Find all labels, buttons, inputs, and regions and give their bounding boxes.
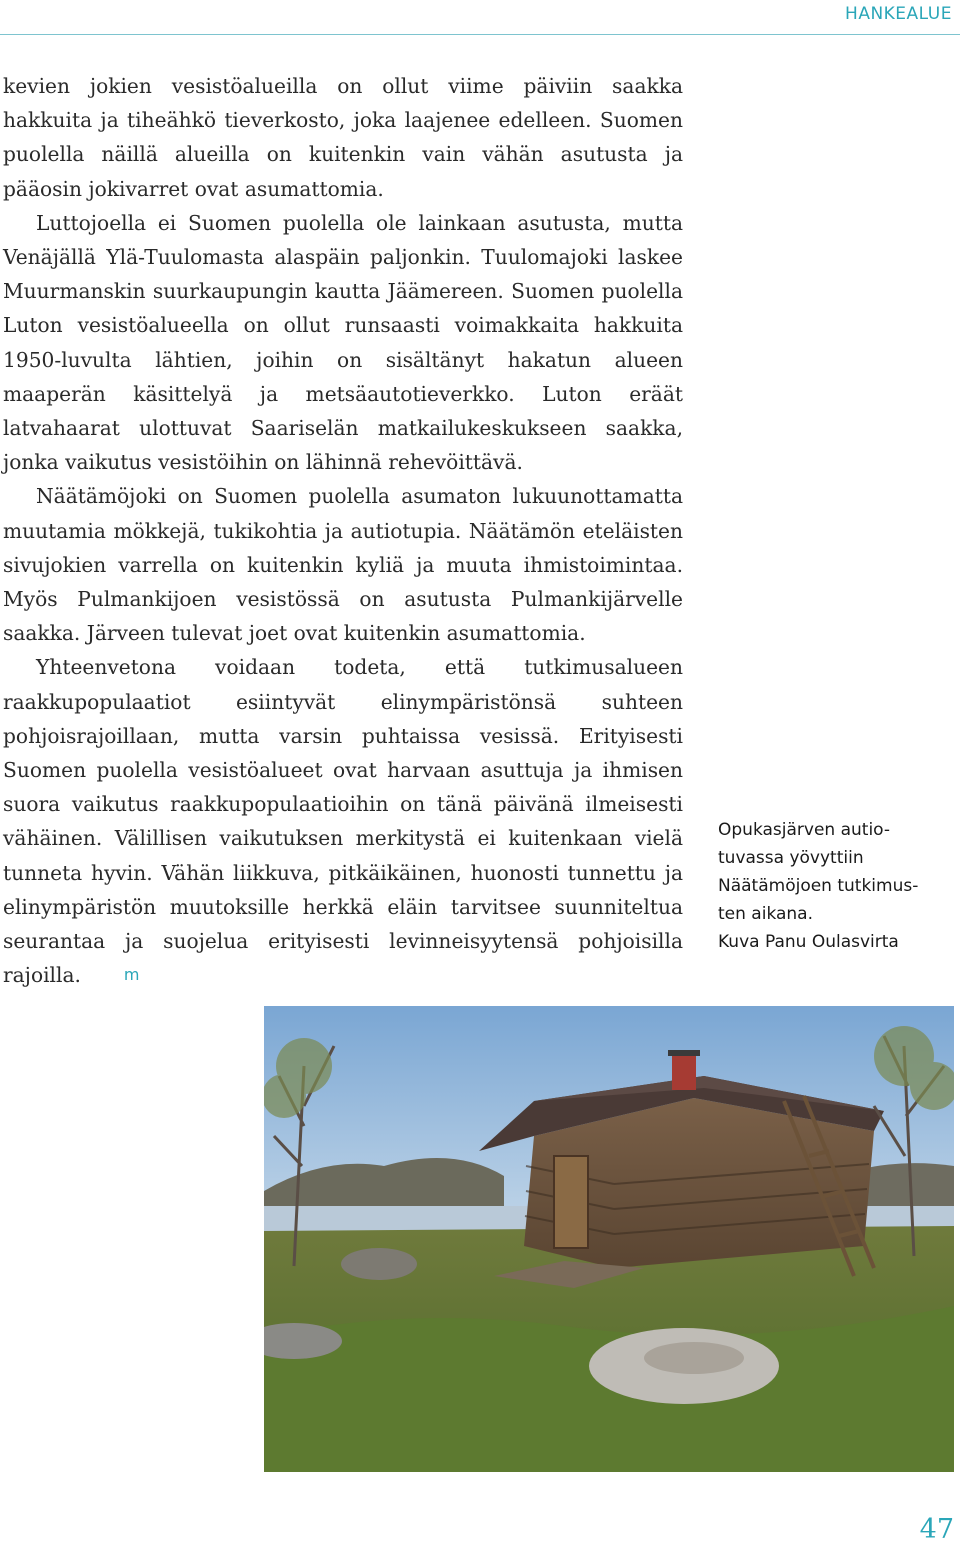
photo-illustration [264,1006,954,1472]
end-of-article-icon: m [123,965,140,985]
paragraph-text: Yhteenvetona voidaan todeta, että tutkimusalueen raakkupopulaatiot esiintyvät elinympäristönsä suhteen pohjoisrajoillaan, mutta varsin puhtaissa vesissä. Erityisesti Suomen puolella vesistöalueet ovat harvaan asuttuja ja ihmisen suora vaikutus raakkupopulaatioihin on tänä päivänä ilmeisesti vähäinen. Välillisen vaikutuksen merkitystä ei kuitenkaan vielä tunneta hyvin. Vähän liikkuva, pitkäikäinen, huonosti tunnettu ja elinympäristön muutoksille herkkä eläin tarvitsee suunniteltua seurantaa ja suojelua erityisesti levinneisyytensä pohjoisilla rajoilla. [3,655,683,988]
photo-caption [718,816,938,956]
log-cabin-photo [264,1006,954,1472]
header-rule [0,34,960,35]
caption-line: Näätämöjoen tutkimus- [718,876,919,896]
caption-line: Kuva Panu Oulasvirta [718,932,899,952]
paragraph: kevien jokien vesistöalueilla on ollut viime päiviin saakka hakkuita ja tiheähkö tieverkosto, joka laajenee edelleen. Suomen puolella näillä alueilla on kuitenkin vain vähän asutusta ja pääosin jokivarret ovat asumattomia. [3,74,683,201]
section-header: HANKEALUE [845,4,952,24]
caption-line: Opukasjärven autio- [718,820,891,840]
page-number: 47 [919,1514,954,1545]
article-body [3,69,683,992]
caption-line: ten aikana. [718,904,814,924]
caption-line: tuvassa yövyttiin [718,848,864,868]
paragraph: Luttojoella ei Suomen puolella ole lainkaan asutusta, mutta Venäjällä Ylä-Tuulomasta alaspäin paljonkin. Tuulomajoki laskee Muurmanskin suurkaupungin kautta Jäämereen. Suomen puolella Luton vesistöalueella on ollut runsaasti voimakkaita hakkuita 1950-luvulta lähtien, joihin on sisältänyt hakatun alueen maaperän käsittelyä ja metsäautotieverkko. Luton eräät latvahaarat ulottuvat Saariselän matkailukeskukseen saakka, jonka vaikutus vesistöihin on lähinnä rehevöittävä. [3,210,683,475]
paragraph [3,650,683,992]
paragraph: Näätämöjoki on Suomen puolella asumaton lukuunottamatta muutamia mökkejä, tukikohtia ja autiotupia. Näätämön eteläisten sivujokien varrella on kuitenkin kyliä ja muuta ihmistoimintaa. Myös Pulmankijoen vesistössä on asutusta Pulmankijärvelle saakka. Järveen tulevat joet ovat kuitenkin asumattomia. [3,484,683,646]
